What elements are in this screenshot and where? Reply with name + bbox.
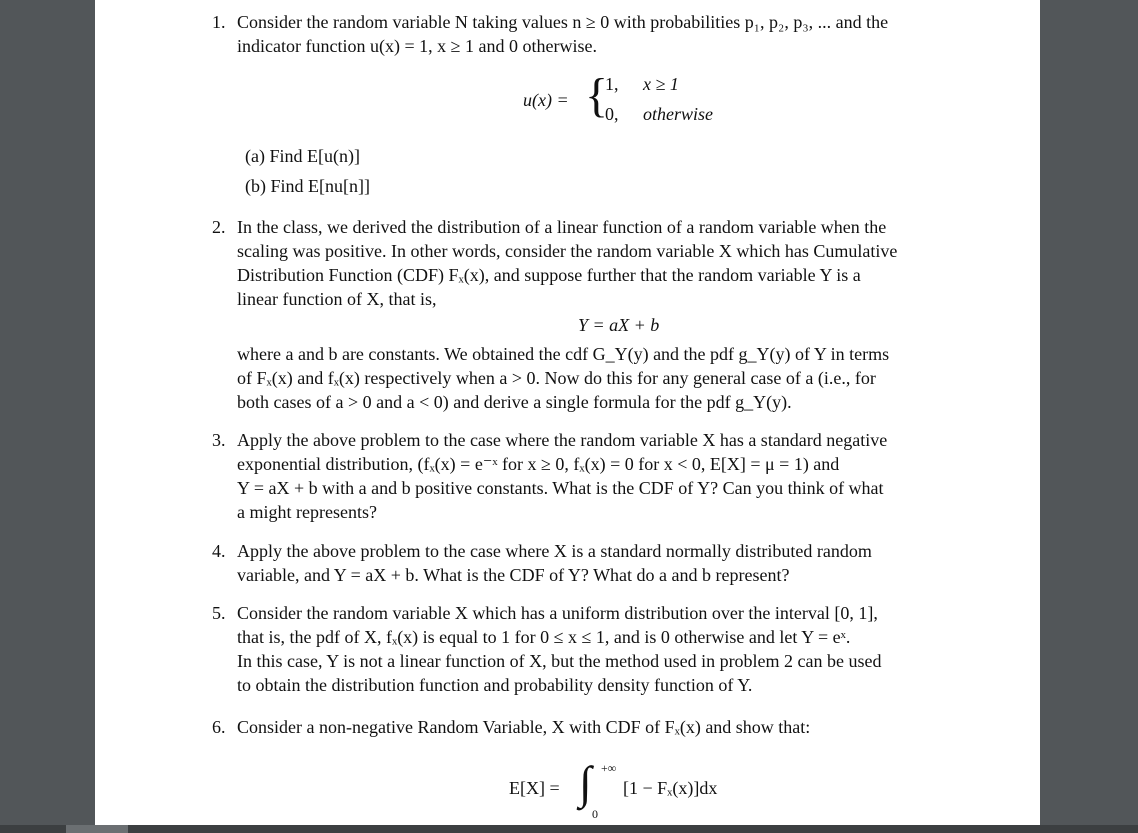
problem-2-line-2: scaling was positive. In other words, consider the random variable X which has Cumulative	[237, 241, 898, 261]
problem-1-line-1: Consider the random variable N taking values n ≥ 0 with probabilities p₁, p₂, p₃, ... and the	[237, 12, 889, 32]
problem-1-number: 1.	[212, 12, 226, 32]
problem-3-number: 3.	[212, 430, 226, 450]
problem-5-number: 5.	[212, 603, 226, 623]
integral-sign: ∫	[579, 757, 592, 808]
problem-1a: (a) Find E[u(n)]	[245, 146, 360, 166]
problem-3-line-2: exponential distribution, (fₓ(x) = e⁻ˣ for x ≥ 0, fₓ(x) = 0 for x < 0, E[X] = μ = 1) and	[237, 454, 840, 474]
piecewise-brace: {	[585, 69, 609, 122]
problem-6-line-1: Consider a non-negative Random Variable, X with CDF of Fₓ(x) and show that:	[237, 717, 811, 737]
problem-2-line-7: both cases of a > 0 and a < 0) and derive a single formula for the pdf g_Y(y).	[237, 392, 792, 412]
linear-equation: Y = aX + b	[578, 315, 660, 335]
integral-upper-limit: +∞	[601, 761, 617, 775]
horizontal-scrollbar[interactable]	[0, 825, 1138, 833]
problem-2-line-5: where a and b are constants. We obtained the cdf G_Y(y) and the pdf g_Y(y) of Y in terms	[237, 344, 890, 364]
problem-4-line-2: variable, and Y = aX + b. What is the CDF of Y? What do a and b represent?	[237, 565, 790, 585]
problem-2-line-6: of Fₓ(x) and fₓ(x) respectively when a > 0. Now do this for any general case of a (i.e., for	[237, 368, 876, 388]
case-1-value: 1,	[605, 74, 619, 94]
problem-2-line-3: Distribution Function (CDF) Fₓ(x), and suppose further that the random variable Y is a	[237, 265, 861, 285]
problem-6-number: 6.	[212, 717, 226, 737]
problem-2-number: 2.	[212, 217, 226, 237]
problem-5-line-4: to obtain the distribution function and probability density function of Y.	[237, 675, 753, 695]
problem-3-line-3: Y = aX + b with a and b positive constants. What is the CDF of Y? Can you think of what	[237, 478, 884, 498]
problem-2-line-1: In the class, we derived the distribution of a linear function of a random variable when the	[237, 217, 887, 237]
problem-3-line-4: a might represents?	[237, 502, 377, 522]
problem-1b: (b) Find E[nu[n]]	[245, 176, 370, 196]
integral-lower-limit: 0	[592, 807, 598, 821]
case-2-condition: otherwise	[643, 104, 713, 124]
case-2-value: 0,	[605, 104, 619, 124]
expectation-lhs: E[X] =	[509, 778, 560, 798]
problem-5-line-2: that is, the pdf of X, fₓ(x) is equal to 1 for 0 ≤ x ≤ 1, and is 0 otherwise and let Y = eˣ.	[237, 627, 851, 647]
problem-4-number: 4.	[212, 541, 226, 561]
problem-3-line-1: Apply the above problem to the case where the random variable X has a standard negative	[237, 430, 888, 450]
case-1-condition: x ≥ 1	[643, 74, 679, 94]
problem-4-line-1: Apply the above problem to the case where X is a standard normally distributed random	[237, 541, 872, 561]
problem-5-line-1: Consider the random variable X which has a uniform distribution over the interval [0, 1],	[237, 603, 878, 623]
scrollbar-thumb[interactable]	[66, 825, 128, 833]
problem-5-line-3: In this case, Y is not a linear function of X, but the method used in problem 2 can be used	[237, 651, 882, 671]
integrand: [1 − Fₓ(x)]dx	[623, 778, 718, 798]
document-page	[95, 0, 1040, 825]
problem-2-line-4: linear function of X, that is,	[237, 289, 437, 309]
indicator-eq-lhs: u(x) =	[523, 90, 569, 110]
problem-1-line-2: indicator function u(x) = 1, x ≥ 1 and 0 otherwise.	[237, 36, 597, 56]
